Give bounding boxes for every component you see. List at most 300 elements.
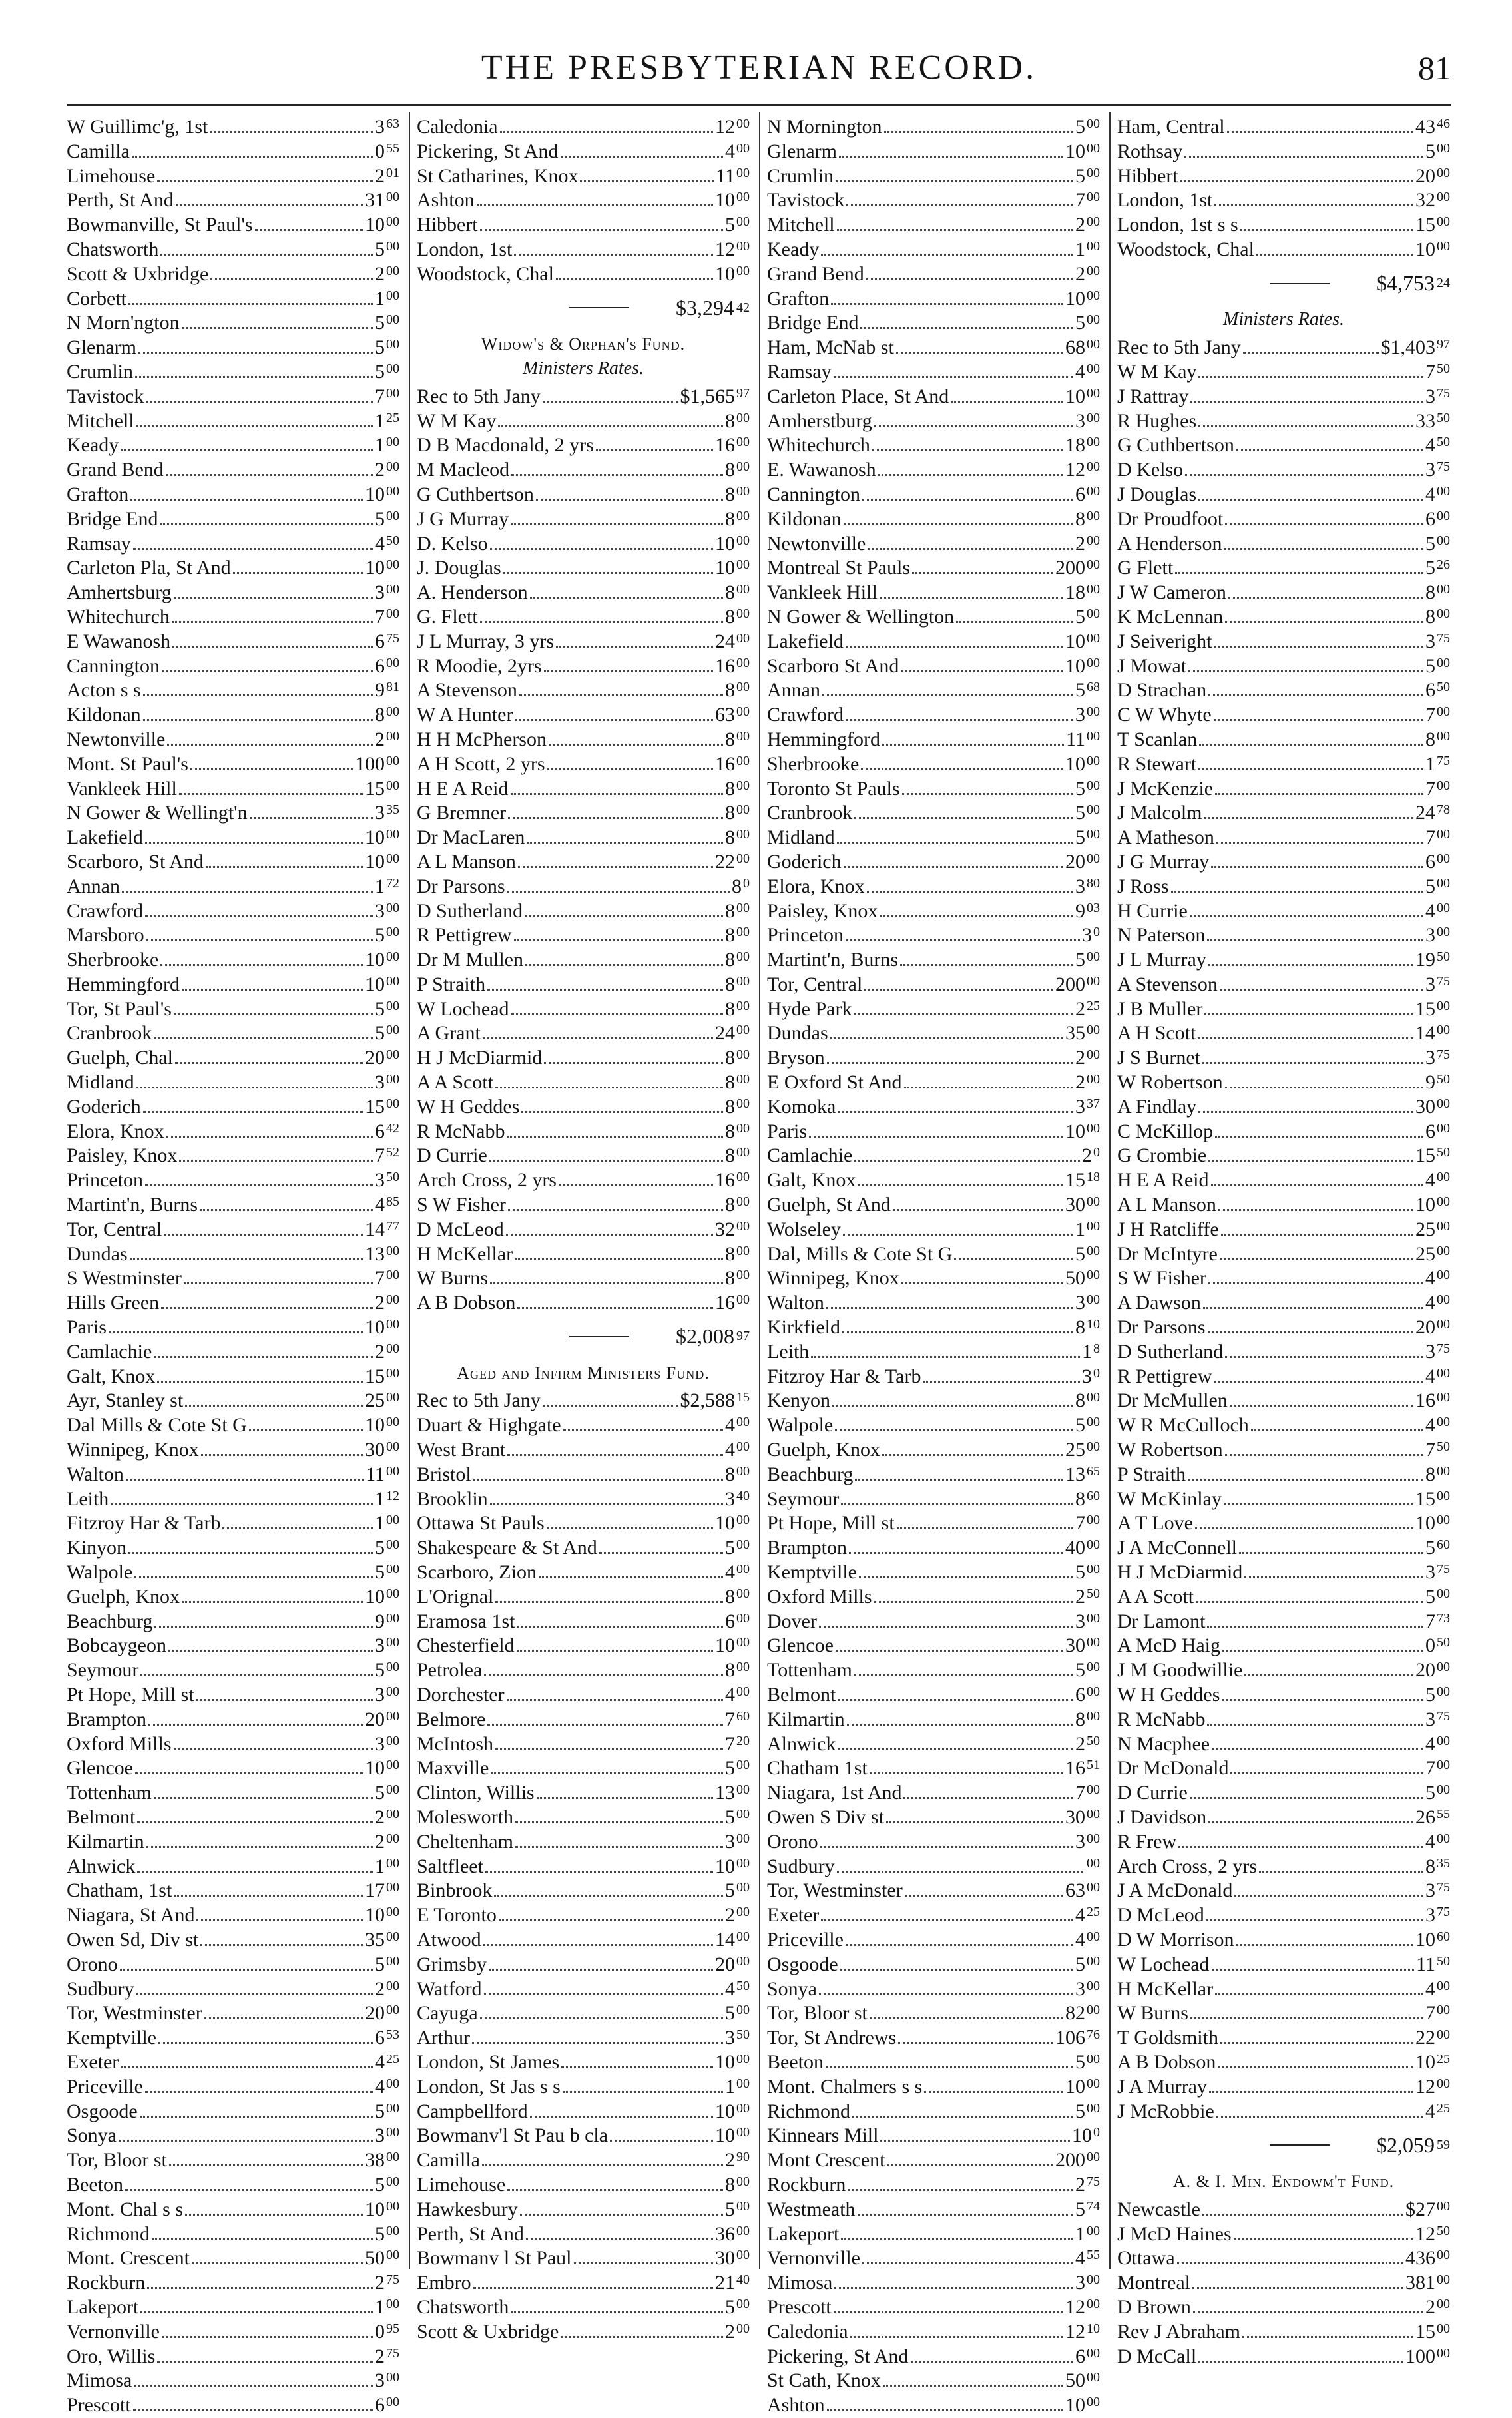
entry-name: T Scanlan: [1117, 728, 1198, 750]
dot-leader: [1227, 118, 1413, 133]
entry-name: Arthur: [417, 2027, 470, 2049]
dot-leader: [494, 1881, 723, 1897]
entry-name: H H McPherson: [417, 728, 547, 750]
ledger-entry: [1117, 1900, 1450, 1925]
dot-leader: [1244, 1661, 1413, 1676]
ledger-entry: [767, 2390, 1100, 2415]
ledger-entry: [67, 774, 399, 798]
entry-cents: 00: [1087, 1023, 1100, 1038]
entry-amount: [715, 749, 750, 777]
dot-leader: [521, 1098, 723, 1113]
ledger-entry: [417, 724, 750, 749]
dot-leader: [1240, 216, 1413, 231]
ledger-entry: [67, 1630, 399, 1655]
entry-cents: 75: [386, 2272, 399, 2288]
entry-dollars: 1: [1082, 1340, 1092, 1363]
entry-name: Caledonia: [767, 2320, 848, 2343]
entry-cents: 00: [1087, 263, 1100, 278]
entry-dollars: $1,403: [1380, 336, 1435, 359]
entry-name: Carleton Pla, St And: [67, 557, 231, 579]
entry-dollars: 4: [1425, 899, 1435, 922]
entry-dollars: 1: [375, 1512, 385, 1535]
entry-cents: 00: [736, 1537, 750, 1553]
entry-amount: [715, 1925, 750, 1953]
dot-leader: [842, 1318, 1073, 1333]
dot-leader: [599, 1539, 723, 1554]
entry-amount: [680, 381, 750, 409]
dot-leader: [1204, 1000, 1413, 1015]
entry-amount: [365, 1753, 399, 1781]
entry-amount: [1065, 1802, 1100, 1830]
ledger-entry: [67, 210, 399, 234]
entry-amount: [1075, 945, 1100, 973]
entry-dollars: 30: [1415, 1095, 1435, 1118]
entry-name: R Hughes: [1117, 409, 1197, 432]
entry-amount: [365, 1214, 399, 1242]
dot-leader: [893, 1196, 1063, 1211]
entry-dollars: 10: [365, 483, 385, 505]
ledger-entry: [767, 945, 1100, 969]
entry-amount: [725, 920, 750, 948]
entry-cents: 75: [1437, 1880, 1450, 1895]
entry-amount: [1065, 1165, 1100, 1193]
ledger-entry: [67, 1998, 399, 2023]
entry-amount: [375, 112, 399, 140]
entry-name: Oro, Willis: [67, 2345, 156, 2367]
entry-amount: [1075, 112, 1100, 140]
entry-dollars: 12: [1065, 2320, 1085, 2343]
dot-leader: [166, 1122, 373, 1138]
entry-cents: 00: [1087, 1978, 1100, 1993]
entry-cents: 00: [736, 1953, 750, 1969]
entry-cents: 00: [1087, 655, 1100, 670]
ledger-entry: [1117, 1140, 1450, 1165]
section-total: [417, 1312, 750, 1361]
entry-amount: [1425, 1165, 1450, 1193]
dot-leader: [882, 730, 1064, 746]
entry-amount: [1065, 1753, 1100, 1781]
ledger-entry: [767, 1974, 1100, 1999]
entry-cents: 53: [386, 2027, 399, 2043]
entry-dollars: 2: [1425, 2296, 1435, 2318]
dot-leader: [162, 2323, 373, 2338]
dot-leader: [136, 1073, 373, 1088]
entry-amount: [725, 1974, 750, 2002]
entry-dollars: 4: [1425, 1414, 1435, 1437]
entry-cents: 46: [1437, 117, 1450, 131]
entry-name: Martint'n, Burns: [67, 1194, 198, 1216]
ledger-entry: [767, 1410, 1100, 1435]
entry-name: St Cath, Knox: [767, 2369, 881, 2392]
entry-amount: [716, 161, 750, 189]
entry-dollars: 3: [1082, 1365, 1092, 1387]
entry-cents: 00: [1437, 1831, 1450, 1846]
entry-name: D McCall: [1117, 2345, 1197, 2367]
entry-amount: [375, 1484, 399, 1512]
entry-cents: 97: [736, 385, 750, 401]
dot-leader: [1256, 240, 1413, 256]
dot-leader: [1202, 2200, 1403, 2216]
entry-name: Mont Crescent: [767, 2149, 885, 2172]
entry-dollars: 4: [1075, 1904, 1085, 1927]
entry-amount: [1425, 724, 1450, 752]
entry-amount: [1075, 700, 1100, 728]
dot-leader: [514, 926, 724, 941]
dot-leader: [122, 877, 373, 893]
entry-amount: [725, 2292, 750, 2320]
ledger-entry: [417, 1140, 750, 1165]
ledger-entry: [767, 1827, 1100, 1851]
entry-cents: 00: [1087, 2272, 1100, 2288]
ledger-entry: [767, 1459, 1100, 1484]
ledger-entry: [1117, 2317, 1450, 2341]
entry-amount: [1415, 2072, 1450, 2100]
entry-dollars: 9: [375, 1610, 385, 1632]
entry-name: Belmore: [417, 1708, 486, 1730]
entry-name: Grimsby: [417, 1953, 487, 1975]
ledger-entry: [67, 1092, 399, 1116]
dot-leader: [182, 975, 363, 991]
entry-cents: 00: [1087, 1513, 1100, 1528]
entry-cents: 00: [736, 2076, 750, 2091]
entry-name: Hemmingford: [67, 973, 180, 995]
ledger-entry: [1117, 1165, 1450, 1190]
entry-dollars: 14: [1415, 1022, 1435, 1045]
dot-leader: [157, 167, 373, 182]
entry-amount: [1075, 2243, 1100, 2271]
entry-name: St Catharines, Knox: [417, 164, 579, 187]
dot-leader: [158, 2029, 373, 2044]
ledger-entry: [767, 602, 1100, 626]
entry-dollars: 8: [725, 2173, 735, 2196]
entry-dollars: 0: [375, 140, 385, 162]
entry-dollars: 3: [1425, 973, 1435, 995]
dot-leader: [1198, 1098, 1413, 1113]
entry-name: Brampton: [67, 1708, 146, 1730]
entry-cents: 00: [1087, 312, 1100, 328]
entry-name: Tor, Westminster: [67, 2002, 202, 2025]
ledger-entry: [67, 1680, 399, 1704]
entry-name: Ham, Central: [1117, 116, 1225, 138]
entry-name: Dr M Mullen: [417, 949, 523, 971]
entry-name: Sudbury: [67, 1977, 134, 2000]
ledger-entry: [417, 136, 750, 161]
entry-amount: [715, 185, 750, 213]
ledger-entry: [767, 1802, 1100, 1827]
entry-amount: [375, 2292, 399, 2320]
entry-amount: [725, 1043, 750, 1071]
ledger-entry: [417, 210, 750, 234]
entry-amount: [375, 871, 399, 899]
header-rule: [67, 104, 1451, 106]
entry-name: Clinton, Willis: [417, 1782, 535, 1804]
entry-name: Crawford: [67, 899, 143, 922]
ledger-entry: [767, 1165, 1100, 1190]
entry-name: Kinnears Mill: [767, 2124, 879, 2147]
entry-amount: [715, 430, 750, 458]
entry-cents: 00: [736, 2051, 750, 2066]
dot-leader: [515, 1808, 723, 1823]
entry-cents: 00: [386, 1610, 399, 1626]
ledger-entry: [767, 847, 1100, 871]
entry-amount: [1075, 675, 1100, 703]
entry-cents: 00: [1437, 1758, 1450, 1773]
dot-leader: [1234, 2225, 1413, 2240]
ledger-entry: [417, 1827, 750, 1851]
ledger-entry: [417, 1974, 750, 1999]
dot-leader: [146, 1833, 373, 1848]
entry-cents: 26: [1437, 557, 1450, 573]
entry-dollars: 15: [1415, 2320, 1435, 2343]
entry-amount: [715, 847, 750, 875]
entry-dollars: 8: [1075, 1316, 1085, 1339]
entry-name: D W Morrison: [1117, 1928, 1234, 1951]
entry-amount: [715, 1851, 750, 1879]
entry-amount: [1425, 136, 1450, 164]
dot-leader: [1251, 1416, 1423, 1431]
entry-dollars: 9: [375, 679, 385, 702]
ledger-entry: [767, 994, 1100, 1019]
entry-name: Shakespeare & St And: [417, 1537, 597, 1559]
entry-name: R McNabb: [417, 1120, 505, 1142]
entry-dollars: 3: [1075, 1977, 1085, 2000]
ledger-entry: [67, 1043, 399, 1067]
entry-name: Fitzroy Har & Tarb: [767, 1365, 921, 1387]
dot-leader: [826, 1294, 1073, 1309]
entry-dollars: 3: [1425, 630, 1435, 652]
ledger-entry: [1117, 1949, 1450, 1974]
entry-name: Walton: [67, 1463, 124, 1485]
entry-cents: 00: [736, 557, 750, 573]
entry-name: Carleton Place, St And: [767, 385, 949, 407]
entry-name: Tor, St Paul's: [67, 997, 172, 1020]
entry-amount: [1065, 577, 1100, 605]
running-head: [67, 41, 1451, 95]
entry-cents: 00: [1087, 1708, 1100, 1724]
entry-amount: [1415, 1385, 1450, 1413]
entry-dollars: 8: [725, 1267, 735, 1290]
dot-leader: [511, 510, 723, 525]
ledger-entry: [767, 2047, 1100, 2072]
entry-dollars: 5: [1425, 1684, 1435, 1706]
entry-amount: [375, 798, 399, 826]
ledger-entry: [767, 1263, 1100, 1288]
ledger-entry: [767, 529, 1100, 553]
entry-dollars: 1: [1075, 238, 1085, 260]
dot-leader: [130, 1245, 363, 1260]
ledger-entry: [417, 675, 750, 700]
entry-dollars: 8: [725, 924, 735, 947]
entry-amount: [375, 1533, 399, 1561]
entry-name: Hemmingford: [767, 728, 880, 750]
entry-cents: 00: [386, 337, 399, 352]
ledger-entry: [67, 577, 399, 602]
entry-cents: 00: [1087, 1194, 1100, 1210]
entry-cents: 00: [1087, 1953, 1100, 1969]
entry-amount: [1075, 1385, 1100, 1413]
entry-cents: 00: [1087, 2395, 1100, 2410]
entry-amount: [365, 774, 399, 802]
ledger-entry: [417, 1851, 750, 1876]
ledger-entry: [1117, 847, 1450, 871]
entry-dollars: 33: [1415, 409, 1435, 432]
entry-cents: 00: [736, 680, 750, 695]
ledger-entry: [67, 2194, 399, 2219]
entry-cents: 00: [386, 1905, 399, 1920]
entry-dollars: 10: [365, 1316, 385, 1339]
entry-cents: 00: [1087, 2223, 1100, 2238]
ledger-entry: [417, 700, 750, 724]
entry-cents: 00: [386, 1268, 399, 1283]
entry-cents: 00: [1087, 288, 1100, 303]
entry-cents: 50: [1437, 680, 1450, 695]
entry-amount: [375, 602, 399, 630]
dot-leader: [1244, 1563, 1423, 1578]
entry-amount: [375, 161, 399, 189]
ledger-entry: [417, 2243, 750, 2268]
entry-name: Woodstock, Chal: [1117, 238, 1254, 260]
entry-name: Orono: [767, 1830, 818, 1853]
entry-name: Caledonia: [417, 116, 498, 138]
entry-dollars: 7: [725, 1708, 735, 1730]
entry-name: E Oxford St And: [767, 1071, 902, 1094]
entry-name: Annan: [767, 679, 820, 702]
entry-amount: [1425, 455, 1450, 483]
entry-name: Whitechurch: [67, 605, 170, 628]
entry-cents: 00: [736, 827, 750, 842]
entry-amount: [1065, 1875, 1100, 1903]
entry-name: A L Manson: [1117, 1194, 1216, 1216]
entry-amount: [1425, 774, 1450, 802]
entry-cents: 00: [1087, 140, 1100, 156]
ledger-entry: [417, 2170, 750, 2194]
entry-dollars: 10: [1415, 1194, 1435, 1216]
entry-amount: [1075, 1778, 1100, 1806]
entry-cents: 03: [1087, 900, 1100, 915]
ledger-entry: [1117, 1043, 1450, 1067]
dot-leader: [179, 780, 363, 795]
dot-leader: [483, 1931, 713, 1946]
entry-dollars: 5: [1075, 605, 1085, 628]
entry-amount: [1075, 479, 1100, 507]
entry-dollars: 5: [1075, 1242, 1085, 1265]
entry-dollars: 2: [725, 1904, 735, 1927]
entry-amount: [1065, 2365, 1100, 2393]
ledger-entry: [767, 798, 1100, 822]
entry-dollars: 4: [375, 532, 385, 555]
entry-dollars: 6: [1075, 2345, 1085, 2367]
entry-amount: [375, 2317, 399, 2345]
entry-name: Crawford: [767, 704, 844, 726]
dot-leader: [854, 804, 1073, 819]
entry-name: Walpole: [767, 1414, 834, 1437]
entry-dollars: 4: [1425, 1292, 1435, 1314]
dot-leader: [477, 191, 713, 206]
entry-name: Chatsworth: [417, 2296, 509, 2318]
entry-amount: [715, 1508, 750, 1536]
entry-name: Tavistock: [767, 189, 845, 212]
rates-subheading: Ministers Rates.: [523, 358, 644, 379]
entry-cents: 75: [1087, 2174, 1100, 2189]
dot-leader: [133, 2396, 373, 2411]
dot-leader: [1192, 2274, 1403, 2289]
entry-cents: 00: [1437, 2003, 1450, 2018]
entry-dollars: 5: [1075, 164, 1085, 187]
entry-name: Mimosa: [67, 2369, 132, 2392]
entry-cents: 00: [736, 1415, 750, 1430]
entry-amount: [1065, 332, 1100, 360]
entry-amount: [1065, 1435, 1100, 1463]
entry-cents: 00: [386, 655, 399, 670]
entry-cents: 00: [736, 1243, 750, 1258]
entry-amount: [725, 479, 750, 507]
entry-name: G. Flett: [417, 605, 478, 628]
entry-dollars: 3: [375, 1071, 385, 1094]
entry-cents: 00: [386, 1439, 399, 1455]
entry-dollars: 3: [1425, 1879, 1435, 1902]
entry-dollars: 4: [725, 1439, 735, 1461]
entry-cents: 00: [736, 459, 750, 475]
dot-leader: [109, 1318, 363, 1333]
entry-dollars: 14: [715, 1928, 735, 1951]
entry-name: Bridge End: [767, 312, 859, 334]
entry-dollars: 5: [725, 1537, 735, 1559]
ledger-entry: [67, 136, 399, 161]
entry-name: Rockburn: [767, 2173, 846, 2196]
ledger-entry: [767, 112, 1100, 136]
entry-dollars: 1: [725, 2075, 735, 2098]
entry-dollars: 5: [725, 2296, 735, 2318]
dot-leader: [1259, 1857, 1423, 1873]
entry-amount: [725, 1875, 750, 1903]
entry-cents: 00: [1087, 459, 1100, 475]
section-total: [1117, 2120, 1450, 2170]
ledger-entry: [417, 259, 750, 284]
entry-dollars: 4: [1425, 1732, 1435, 1755]
entry-name: A T Love: [1117, 1512, 1193, 1535]
entry-amount: [1065, 455, 1100, 483]
entry-dollars: 18: [1065, 434, 1085, 457]
entry-cents: 74: [1087, 2198, 1100, 2214]
entry-amount: [365, 1312, 399, 1340]
entry-name: A L Manson: [417, 850, 516, 873]
entry-name: Goderich: [767, 850, 842, 873]
entry-amount: [1425, 847, 1450, 875]
entry-cents: 00: [1087, 1047, 1100, 1063]
entry-dollars: 25: [1415, 1218, 1435, 1240]
entry-name: Keady: [767, 238, 820, 260]
dot-leader: [511, 1000, 723, 1015]
entry-cents: 00: [1437, 704, 1450, 720]
ledger-entry: [67, 1606, 399, 1631]
entry-dollars: 6: [1425, 679, 1435, 702]
entry-name: Limehouse: [417, 2173, 506, 2196]
entry-cents: 00: [1087, 2296, 1100, 2311]
entry-cents: 50: [736, 2027, 750, 2043]
dot-leader: [520, 2200, 723, 2216]
entry-amount: [366, 1459, 399, 1487]
ledger-entry: [67, 602, 399, 626]
entry-dollars: 2: [375, 459, 385, 481]
entry-dollars: 4: [1075, 2247, 1085, 2270]
entry-dollars: 3: [1425, 459, 1435, 481]
dot-leader: [903, 1784, 1073, 1799]
entry-name: Dr Parsons: [1117, 1316, 1206, 1339]
entry-name: W R McCulloch: [1117, 1414, 1249, 1437]
entry-amount: [1425, 357, 1450, 385]
entry-dollars: 10: [1415, 238, 1435, 260]
entry-amount: [1075, 2170, 1100, 2198]
